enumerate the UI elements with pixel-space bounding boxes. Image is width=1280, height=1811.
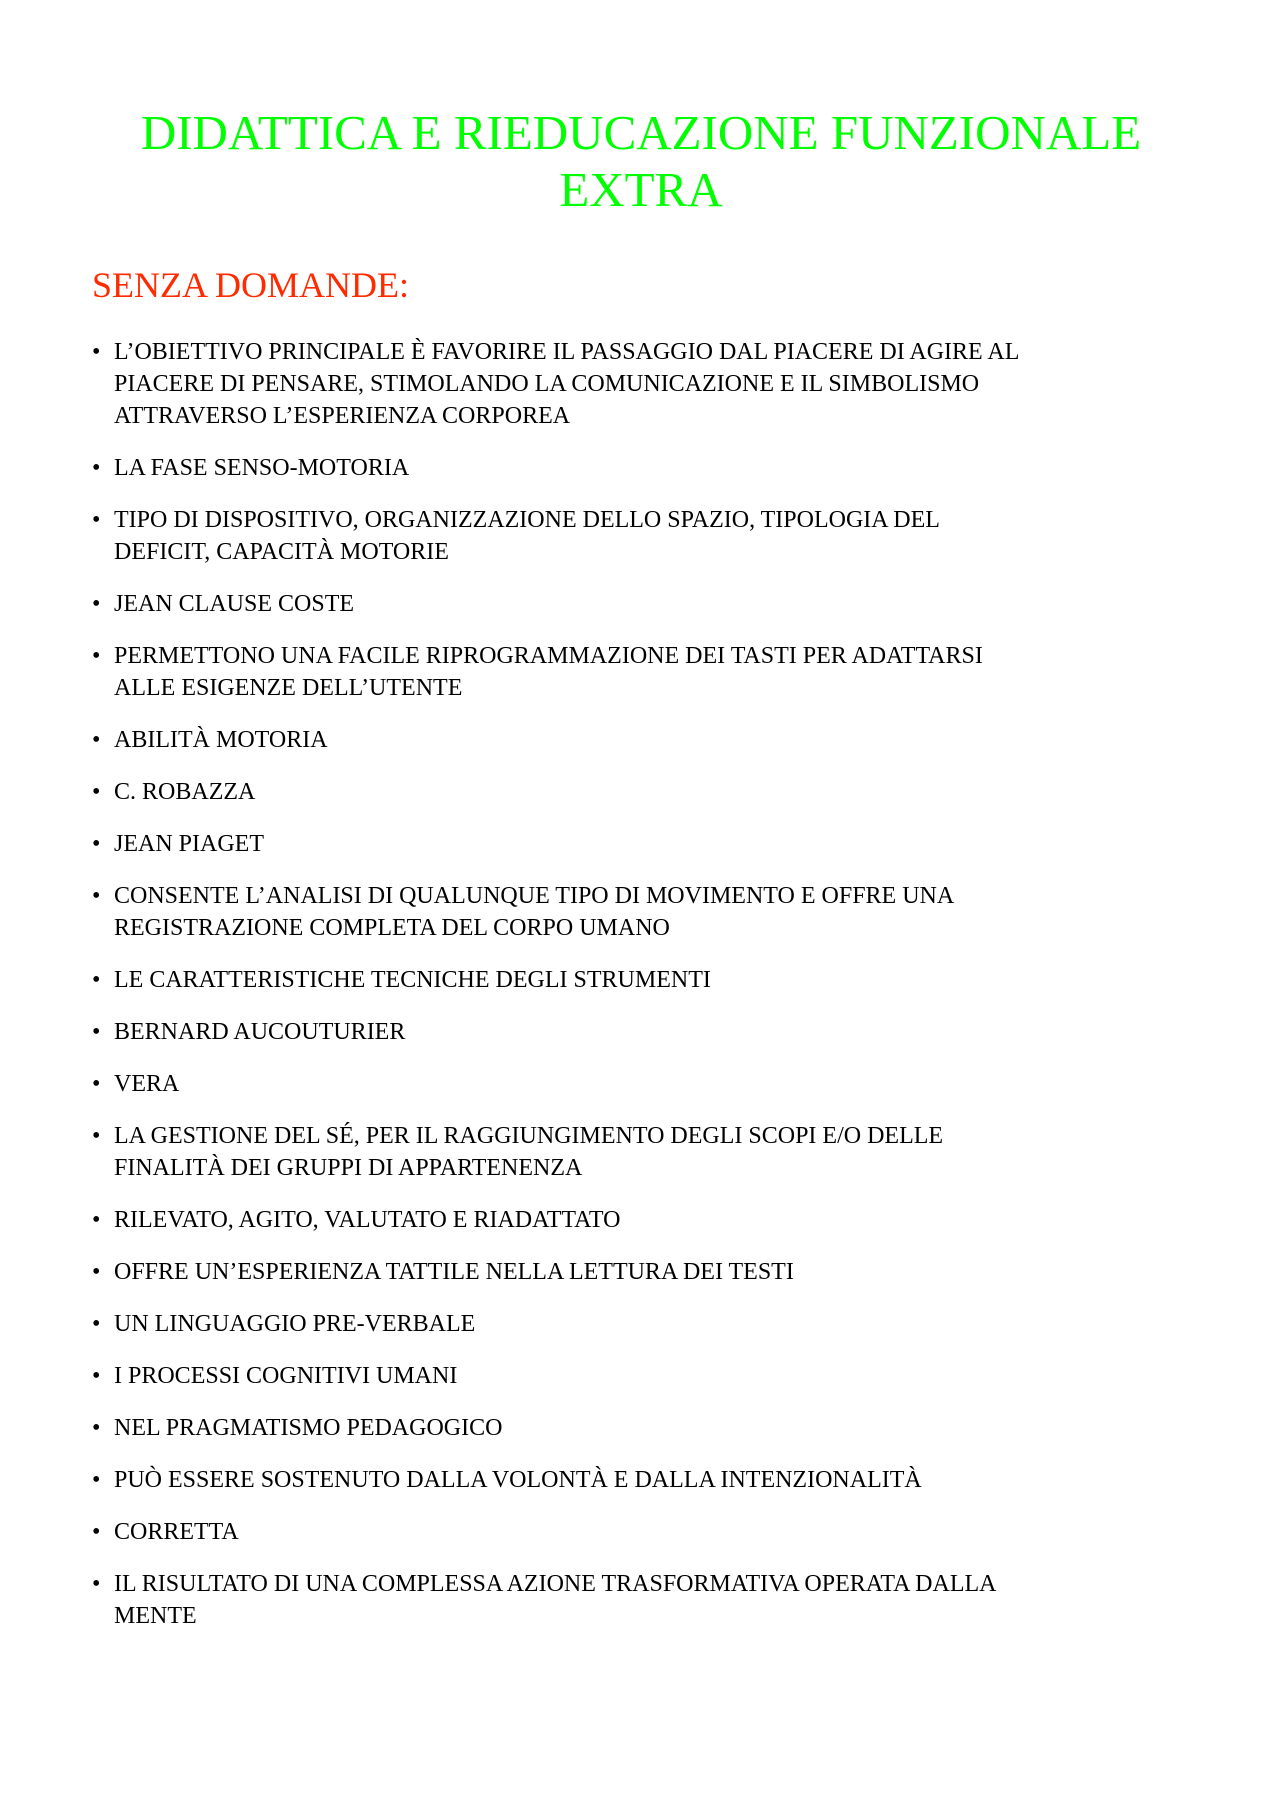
bullet-icon: • — [92, 779, 101, 805]
list-item-text-line: NEL PRAGMATISMO PEDAGOGICO — [114, 1415, 503, 1441]
bullet-icon: • — [92, 1467, 101, 1493]
bullet-icon: • — [92, 1259, 101, 1285]
list-item-text-line: VERA — [114, 1071, 180, 1097]
list-item-text-line: REGISTRAZIONE COMPLETA DEL CORPO UMANO — [114, 915, 670, 941]
list-item-text-line: CONSENTE L’ANALISI DI QUALUNQUE TIPO DI MOVIMENTO E OFFRE UNA — [114, 883, 955, 909]
bullet-icon: • — [92, 967, 101, 993]
list-item-text-line: ALLE ESIGENZE DELL’UTENTE — [114, 675, 463, 701]
list-item-text-line: FINALITÀ DEI GRUPPI DI APPARTENENZA — [114, 1155, 583, 1181]
list-item-text-line: PERMETTONO UNA FACILE RIPROGRAMMAZIONE DEI TASTI PER ADATTARSI — [114, 643, 983, 669]
list-item-text-line: UN LINGUAGGIO PRE-VERBALE — [114, 1311, 476, 1337]
list-item-text-line: MENTE — [114, 1603, 197, 1629]
bullet-icon: • — [92, 643, 101, 669]
document-title-line-1: DIDATTICA E RIEDUCAZIONE FUNZIONALE — [140, 105, 1142, 160]
bullet-icon: • — [92, 831, 101, 857]
list-item — [92, 640, 1190, 704]
list-item-text-line: BERNARD AUCOUTURIER — [114, 1019, 406, 1045]
list-item-text-line: PUÒ ESSERE SOSTENUTO DALLA VOLONTÀ E DALLA INTENZIONALITÀ — [114, 1467, 922, 1493]
list-item-text-line: JEAN PIAGET — [114, 831, 264, 857]
list-item — [92, 336, 1190, 432]
list-item-text-line: I PROCESSI COGNITIVI UMANI — [114, 1363, 458, 1389]
list-item — [92, 1256, 1190, 1288]
list-item-text-line: LA FASE SENSO-MOTORIA — [114, 455, 410, 481]
list-item — [92, 1412, 1190, 1444]
list-item — [92, 880, 1190, 944]
list-item — [92, 724, 1190, 756]
list-item-text-line: C. ROBAZZA — [114, 779, 256, 805]
bullet-icon: • — [92, 507, 101, 533]
bullet-icon: • — [92, 591, 101, 617]
bullet-icon: • — [92, 1415, 101, 1441]
list-item-text-line: CORRETTA — [114, 1519, 239, 1545]
list-item — [92, 504, 1190, 568]
list-item — [92, 1204, 1190, 1236]
document-title-line-2: EXTRA — [559, 162, 723, 217]
list-item — [92, 964, 1190, 996]
list-item-text-line: DEFICIT, CAPACITÀ MOTORIE — [114, 539, 449, 565]
list-item — [92, 828, 1190, 860]
list-item-text-line: ABILITÀ MOTORIA — [114, 727, 328, 753]
list-item-text-line: PIACERE DI PENSARE, STIMOLANDO LA COMUNICAZIONE E IL SIMBOLISMO — [114, 371, 980, 397]
document-title — [92, 104, 1190, 218]
list-item — [92, 1568, 1190, 1632]
section-heading: SENZA DOMANDE: — [92, 265, 410, 305]
list-item-text-line: JEAN CLAUSE COSTE — [114, 591, 355, 617]
bullet-icon: • — [92, 727, 101, 753]
bullet-icon: • — [92, 339, 101, 365]
list-item-text-line: TIPO DI DISPOSITIVO, ORGANIZZAZIONE DELLO SPAZIO, TIPOLOGIA DEL — [114, 507, 940, 533]
list-item-text-line: L’OBIETTIVO PRINCIPALE È FAVORIRE IL PASSAGGIO DAL PIACERE DI AGIRE AL — [114, 339, 1020, 365]
list-item — [92, 1016, 1190, 1048]
list-item — [92, 1516, 1190, 1548]
list-item — [92, 1120, 1190, 1184]
bullet-icon: • — [92, 455, 101, 481]
list-item-text-line: IL RISULTATO DI UNA COMPLESSA AZIONE TRASFORMATIVA OPERATA DALLA — [114, 1571, 997, 1597]
list-item — [92, 1360, 1190, 1392]
list-item-text-line: RILEVATO, AGITO, VALUTATO E RIADATTATO — [114, 1207, 621, 1233]
bullet-icon: • — [92, 1571, 101, 1597]
bullet-icon: • — [92, 1519, 101, 1545]
list-item-text-line: LE CARATTERISTICHE TECNICHE DEGLI STRUMENTI — [114, 967, 711, 993]
answer-list — [92, 336, 1190, 1632]
list-item — [92, 588, 1190, 620]
list-item-text-line: LA GESTIONE DEL SÉ, PER IL RAGGIUNGIMENTO DEGLI SCOPI E/O DELLE — [114, 1123, 944, 1149]
bullet-icon: • — [92, 1207, 101, 1233]
bullet-icon: • — [92, 1123, 101, 1149]
bullet-icon: • — [92, 1019, 101, 1045]
list-item — [92, 1464, 1190, 1496]
bullet-icon: • — [92, 1311, 101, 1337]
list-item — [92, 1068, 1190, 1100]
bullet-icon: • — [92, 1363, 101, 1389]
list-item — [92, 452, 1190, 484]
list-item-text-line: OFFRE UN’ESPERIENZA TATTILE NELLA LETTURA DEI TESTI — [114, 1259, 794, 1285]
bullet-icon: • — [92, 883, 101, 909]
list-item — [92, 776, 1190, 808]
list-item — [92, 1308, 1190, 1340]
bullet-icon: • — [92, 1071, 101, 1097]
list-item-text-line: ATTRAVERSO L’ESPERIENZA CORPOREA — [114, 403, 571, 429]
